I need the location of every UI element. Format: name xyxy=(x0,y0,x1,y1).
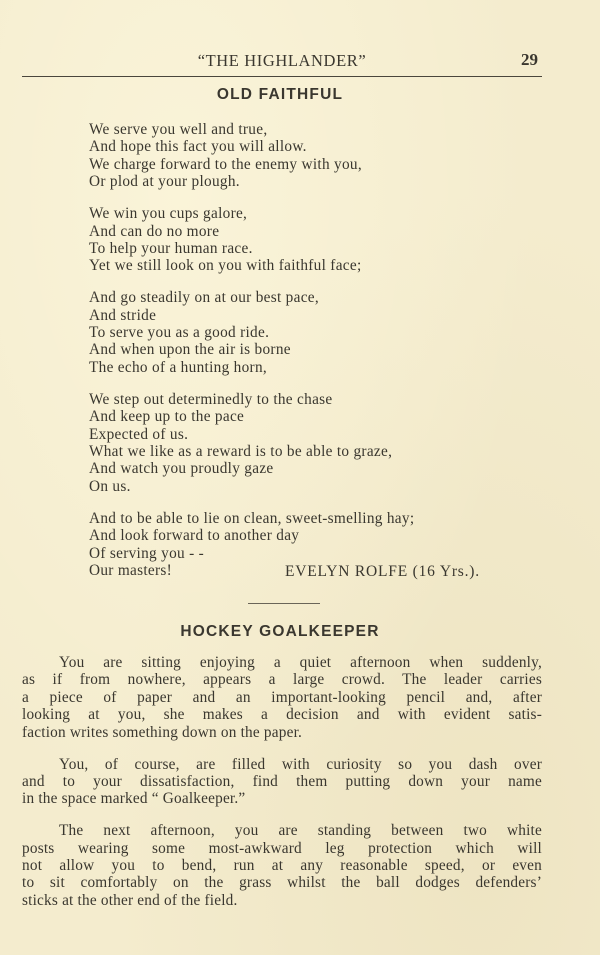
paragraph xyxy=(22,654,542,741)
verse-line: We win you cups galore, xyxy=(89,205,248,223)
stanza xyxy=(89,121,549,191)
stanza xyxy=(89,205,549,275)
verse-line: And can do no more xyxy=(89,222,220,240)
text-line: a piece of paper and an important-looking pencil and, after xyxy=(22,688,542,706)
verse-line: Yet we still look on you with faithful face; xyxy=(89,257,362,275)
text-line: sticks at the other end of the field. xyxy=(22,891,238,909)
verse-line: And look forward to another day xyxy=(89,527,300,545)
verse-line: And hope this fact you will allow. xyxy=(89,138,307,156)
verse-line: Expected of us. xyxy=(89,425,189,443)
text-line: and to your dissatisfaction, find them putting down your name xyxy=(22,772,542,790)
text-line: posts wearing some most-awkward leg protection which will xyxy=(22,839,542,857)
stanza xyxy=(89,391,549,495)
paragraph xyxy=(22,822,542,909)
article-title: HOCKEY GOALKEEPER xyxy=(180,623,380,640)
page-number: 29 xyxy=(521,50,538,69)
poem-title: OLD FAITHFUL xyxy=(216,86,344,103)
verse-line: To serve you as a good ride. xyxy=(89,324,270,342)
verse-line: The echo of a hunting horn, xyxy=(89,358,268,376)
verse-line: We step out determinedly to the chase xyxy=(89,390,333,408)
text-line: faction writes something down on the paper. xyxy=(22,723,303,741)
verse-line: We charge forward to the enemy with you, xyxy=(89,155,362,173)
text-line: not allow you to bend, run at any reasonable speed, or even xyxy=(22,857,542,875)
verse-line: And go steadily on at our best pace, xyxy=(89,289,319,307)
poem-body xyxy=(89,121,549,594)
paragraph xyxy=(22,756,542,808)
verse-line: We serve you well and true, xyxy=(89,121,268,138)
text-line: in the space marked “ Goalkeeper.” xyxy=(22,790,246,808)
verse-line: On us. xyxy=(89,477,131,495)
section-divider xyxy=(248,603,320,604)
verse-line: Or plod at your plough. xyxy=(89,173,240,191)
stanza xyxy=(89,289,549,376)
verse-line: And stride xyxy=(89,306,157,324)
running-title: “THE HIGHLANDER” xyxy=(197,51,367,70)
verse-line: And when upon the air is borne xyxy=(89,341,291,359)
text-line: to sit comfortably on the grass whilst the ball dodges defenders’ xyxy=(22,874,542,892)
text-line: looking at you, she makes a decision and with evident satis- xyxy=(22,706,542,724)
verse-line: To help your human race. xyxy=(89,239,253,257)
verse-line: What we like as a reward is to be able to graze, xyxy=(89,443,393,460)
article-body xyxy=(22,654,542,924)
verse-line: And watch you proudly gaze xyxy=(89,460,274,478)
verse-line: Our masters! xyxy=(89,561,173,579)
text-line: You, of course, are filled with curiosity so you dash over xyxy=(59,755,542,773)
verse-line: And keep up to the pace xyxy=(89,408,245,426)
text-line: You are sitting enjoying a quiet afternoon when suddenly, xyxy=(59,654,542,671)
verse-line: Of serving you - - xyxy=(89,544,205,562)
poem-author: EVELYN ROLFE (16 Yrs.). xyxy=(285,563,480,580)
text-line: as if from nowhere, appears a large crowd. The leader carries xyxy=(22,671,542,689)
running-header xyxy=(22,50,542,77)
verse-line: And to be able to lie on clean, sweet-smelling hay; xyxy=(89,509,415,527)
text-line: The next afternoon, you are standing between two white xyxy=(59,822,542,840)
